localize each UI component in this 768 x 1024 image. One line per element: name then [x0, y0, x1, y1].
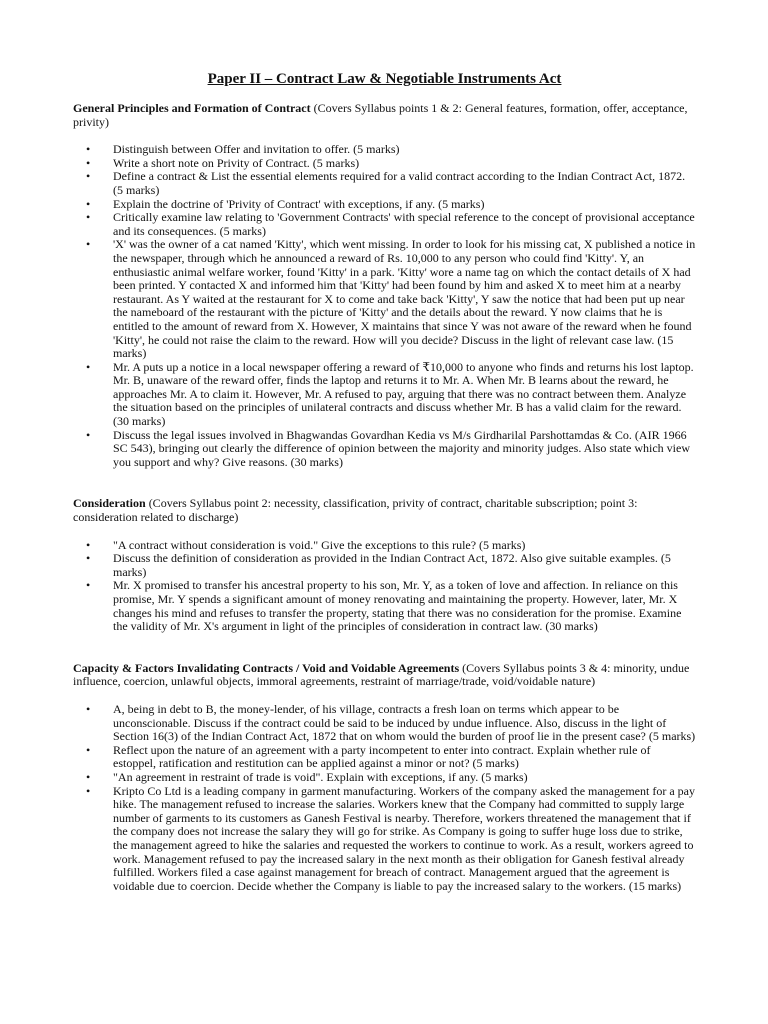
question-text: A, being in debt to B, the money-lender, of his village, contracts a fresh loan on terms which appear to be unconscionable. Discuss if the contract could be said to be induced by undue influence. Also, discuss in the light of Section 16(3) of the Indian Contract Act, 1872 that on whom would the burden of proof lie in the present case? (5 marks)	[113, 701, 696, 744]
bullet-icon: •	[86, 210, 91, 225]
bullet-icon: •	[86, 169, 91, 184]
question-item	[73, 198, 696, 212]
question-text: Kripto Co Ltd is a leading company in garment manufacturing. Workers of the company asked the management for a pay hike. The management refused to increase the salaries. Workers knew that the Company had committed to supply large number of garments to its customers as Ganesh Festival is nearby. Therefore, workers threatened the management that if the company does not increase the salary they will go for strike. As Company is going to suffer huge loss due to strike, the management agreed to hike the salaries and requested the workers to continue to work. As a result, workers agreed to work. Management refused to pay the increased salary in the next month as their obligation for Ganesh festival already fulfilled. Workers filed a case against management for breach of contract. Management argued that the agreement is voidable due to coercion. Decide whether the Company is liable to pay the increased salary to the workers. (15 marks)	[113, 783, 695, 893]
section-heading	[73, 662, 696, 689]
section-title: Capacity & Factors Invalidating Contracts / Void and Voidable Agreements	[73, 660, 460, 675]
question-list	[73, 143, 696, 469]
question-text: Define a contract & List the essential elements required for a valid contract according to the Indian Contract Act, 1872. (5 marks)	[113, 169, 686, 197]
question-item	[73, 143, 696, 157]
page-title: Paper II – Contract Law & Negotiable Instruments Act	[207, 71, 562, 87]
section-heading	[73, 497, 696, 524]
bullet-icon: •	[86, 359, 91, 374]
section-coverage: (Covers Syllabus points 1 & 2: General features, formation, offer, acceptance, privity)	[73, 101, 688, 129]
question-text: 'X' was the owner of a cat named 'Kitty', which went missing. In order to look for his missing cat, X published a notice in the newspaper, through which he announced a reward of Rs. 10,000 to any person who could find 'Kitty'. Y, an enthusiastic animal welfare worker, found 'Kitty' in a park. 'Kitty' wore a name tag on which the contact details of X had been printed. Y contacted X and informed him that 'Kitty' had been found by him and asked X to meet him at a nearby restaurant. As Y waited at the restaurant for X to come and take back 'Kitty', Y saw the notice that had been put up near the nameboard of the restaurant with the picture of 'Kitty' and the details about the reward. Y now claims that he is entitled to the amount of reward from X. However, X maintains that since Y was not aware of the reward when he found 'Kitty', he could not raise the claim to the reward. How will you decide? Discuss in the light of relevant case law. (15 marks)	[113, 237, 696, 361]
bullet-icon: •	[86, 142, 91, 157]
question-item	[73, 429, 696, 470]
question-item	[73, 703, 696, 744]
question-item	[73, 785, 696, 894]
question-text: Distinguish between Offer and invitation to offer. (5 marks)	[113, 142, 400, 157]
question-item	[73, 552, 696, 579]
question-text: Write a short note on Privity of Contract. (5 marks)	[113, 155, 360, 170]
question-item	[73, 170, 696, 197]
section-formation	[73, 102, 696, 469]
question-item	[73, 579, 696, 633]
question-text: Mr. X promised to transfer his ancestral property to his son, Mr. Y, as a token of love and affection. In reliance on this promise, Mr. Y spends a significant amount of money renovating and maintaining the property. However, later, Mr. X changes his mind and refuses to transfer the property, stating that there was no consideration for the promise. Examine the validity of Mr. X's argument in light of the principles of consideration in contract law. (30 marks)	[113, 578, 682, 634]
question-text: Discuss the definition of consideration as provided in the Indian Contract Act, 1872. Also give suitable examples. (5 marks)	[113, 551, 671, 579]
question-text: Critically examine law relating to 'Government Contracts' with special reference to the concept of provisional acceptance and its consequences. (5 marks)	[113, 210, 695, 238]
question-text: "An agreement in restraint of trade is void". Explain with exceptions, if any. (5 marks)	[113, 769, 528, 784]
question-item	[73, 211, 696, 238]
question-item	[73, 157, 696, 171]
section-coverage: (Covers Syllabus points 3 & 4: minority, undue influence, coercion, unlawful objects, immoral agreements, restraint of marriage/trade, void/voidable nature)	[73, 660, 690, 689]
question-text: Reflect upon the nature of an agreement with a party incompetent to enter into contract. Explain whether rule of estoppel, ratification and restitution can be applied against a minor or not? (5 marks)	[113, 742, 651, 771]
section-title: Consideration	[73, 496, 146, 511]
section-consideration	[73, 497, 696, 633]
bullet-icon: •	[86, 196, 91, 211]
bullet-icon: •	[86, 237, 91, 252]
question-text: Mr. A puts up a notice in a local newspaper offering a reward of ₹10,000 to anyone who finds and returns his lost laptop. Mr. B, unaware of the reward offer, finds the laptop and returns it to Mr. A. When Mr. B learns about the reward, he approaches Mr. A to claim it. However, Mr. A refused to pay, arguing that there was no contract between them. Analyze the situation based on the principles of unilateral contracts and discuss whether Mr. B has a valid claim for the reward. (30 marks)	[113, 359, 694, 429]
bullet-icon: •	[86, 783, 91, 798]
question-item	[73, 361, 696, 429]
bullet-icon: •	[86, 769, 91, 784]
question-text: Discuss the legal issues involved in Bhagwandas Govardhan Kedia vs M/s Girdharilal Parshottamdas & Co. (AIR 1966 SC 543), bringing out clearly the difference of opinion between the majority and minority judges. Also state which view you support and why? Give reasons. (30 marks)	[113, 427, 690, 469]
bullet-icon: •	[86, 701, 91, 716]
section-title: General Principles and Formation of Contract	[73, 101, 311, 115]
question-item	[73, 771, 696, 785]
section-coverage: (Covers Syllabus point 2: necessity, classification, privity of contract, charitable subscription; point 3: consideration related to discharge)	[73, 496, 638, 525]
bullet-icon: •	[86, 537, 91, 552]
question-list	[73, 703, 696, 893]
question-text: "A contract without consideration is void." Give the exceptions to this rule? (5 marks)	[113, 537, 526, 552]
section-heading	[73, 102, 696, 129]
question-item	[73, 238, 696, 360]
bullet-icon: •	[86, 155, 91, 170]
bullet-icon: •	[86, 551, 91, 566]
question-item	[73, 539, 696, 553]
bullet-icon: •	[86, 742, 91, 757]
bullet-icon: •	[86, 427, 91, 442]
question-list	[73, 539, 696, 634]
bullet-icon: •	[86, 578, 91, 593]
question-item	[73, 744, 696, 771]
section-capacity	[73, 662, 696, 894]
question-text: Explain the doctrine of 'Privity of Contract' with exceptions, if any. (5 marks)	[113, 196, 485, 211]
